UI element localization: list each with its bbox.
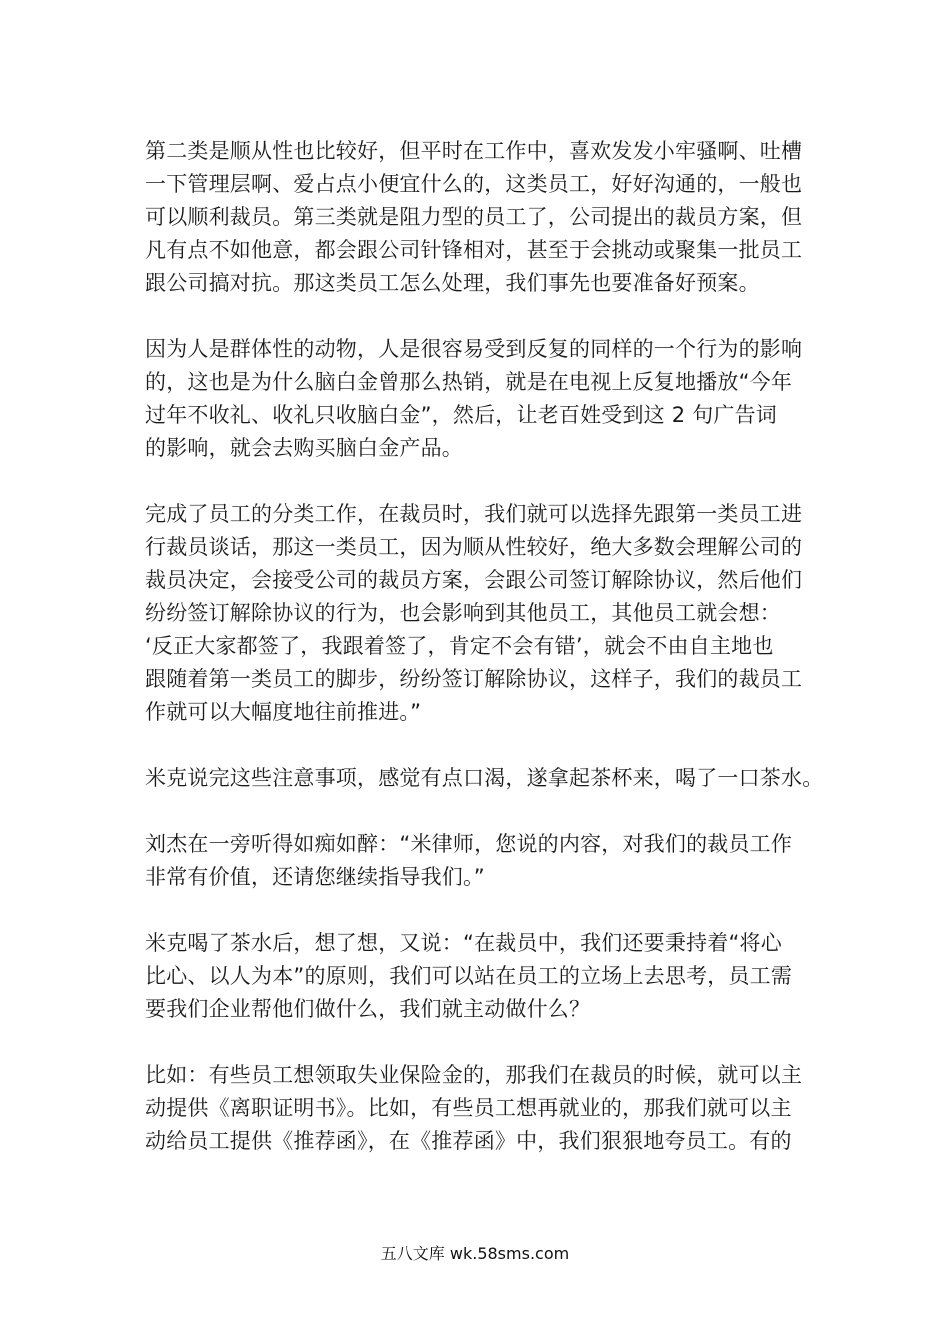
text-line: 的影响，就会去购买脑白金产品。	[145, 436, 463, 460]
text-line: 非常有价值，还请您继续指导我们。”	[145, 865, 485, 889]
text-line: 米克说完这些注意事项，感觉有点口渴，遂拿起茶杯来，喝了一口茶水。	[145, 766, 824, 790]
text-line: 作就可以大幅度地往前推进。”	[145, 700, 422, 724]
text-line: 纷纷签订解除协议的行为，也会影响到其他员工，其他员工就会想：	[145, 601, 781, 625]
text-line: 动提供《离职证明书》。比如，有些员工想再就业的，那我们就可以主	[145, 1096, 792, 1120]
paragraph-5	[145, 828, 815, 894]
paragraph-4	[145, 762, 824, 795]
paragraph-3	[145, 498, 815, 729]
document-body	[145, 135, 824, 1191]
text-line: 过年不收礼、收礼只收脑白金”，然后，让老百姓受到这 2 句广告词	[145, 403, 777, 427]
text-line: 裁员决定，会接受公司的裁员方案，会跟公司签订解除协议，然后他们	[145, 568, 803, 592]
text-line: 刘杰在一旁听得如痴如醉：“米律师，您说的内容，对我们的裁员工作	[145, 832, 793, 856]
text-line: ‘反正大家都签了，我跟着签了，肯定不会有错’，就会不由自主地也	[145, 634, 774, 658]
text-line: 跟随着第一类员工的脚步，纷纷签订解除协议，这样子，我们的裁员工	[145, 667, 803, 691]
text-line: 比如：有些员工想领取失业保险金的，那我们在裁员的时候，就可以主	[145, 1063, 803, 1087]
paragraph-1	[145, 135, 815, 300]
text-line: 米克喝了茶水后，想了想，又说：“在裁员中，我们还要秉持着“将心	[145, 931, 782, 955]
text-line: 凡有点不如他意，都会跟公司针锋相对，甚至于会挑动或聚集一批员工	[145, 238, 803, 262]
paragraph-7	[145, 1059, 815, 1158]
text-line: 的，这也是为什么脑白金曾那么热销，就是在电视上反复地播放“今年	[145, 370, 793, 394]
text-line: 行裁员谈话，那这一类员工，因为顺从性较好，绝大多数会理解公司的	[145, 535, 803, 559]
text-line: 可以顺利裁员。第三类就是阻力型的员工了，公司提出的裁员方案，但	[145, 205, 803, 229]
text-line: 比心、以人为本”的原则，我们可以站在员工的立场上去思考，员工需	[145, 964, 793, 988]
page-footer	[0, 1243, 950, 1265]
paragraph-2	[145, 333, 815, 465]
paragraph-6	[145, 927, 815, 1026]
text-line: 因为人是群体性的动物，人是很容易受到反复的同样的一个行为的影响	[145, 337, 803, 361]
footer-watermark-text: 五八文库 wk.58sms.com	[380, 1244, 570, 1263]
text-line: 要我们企业帮他们做什么，我们就主动做什么？	[145, 997, 591, 1021]
text-line: 跟公司搞对抗。那这类员工怎么处理，我们事先也要准备好预案。	[145, 271, 760, 295]
text-line: 完成了员工的分类工作，在裁员时，我们就可以选择先跟第一类员工进	[145, 502, 803, 526]
text-line: 动给员工提供《推荐函》，在《推荐函》中，我们狠狠地夸员工。有的	[145, 1129, 792, 1153]
text-line: 第二类是顺从性也比较好，但平时在工作中，喜欢发发小牢骚啊、吐槽	[145, 139, 803, 163]
text-line: 一下管理层啊、爱占点小便宜什么的，这类员工，好好沟通的，一般也	[145, 172, 803, 196]
